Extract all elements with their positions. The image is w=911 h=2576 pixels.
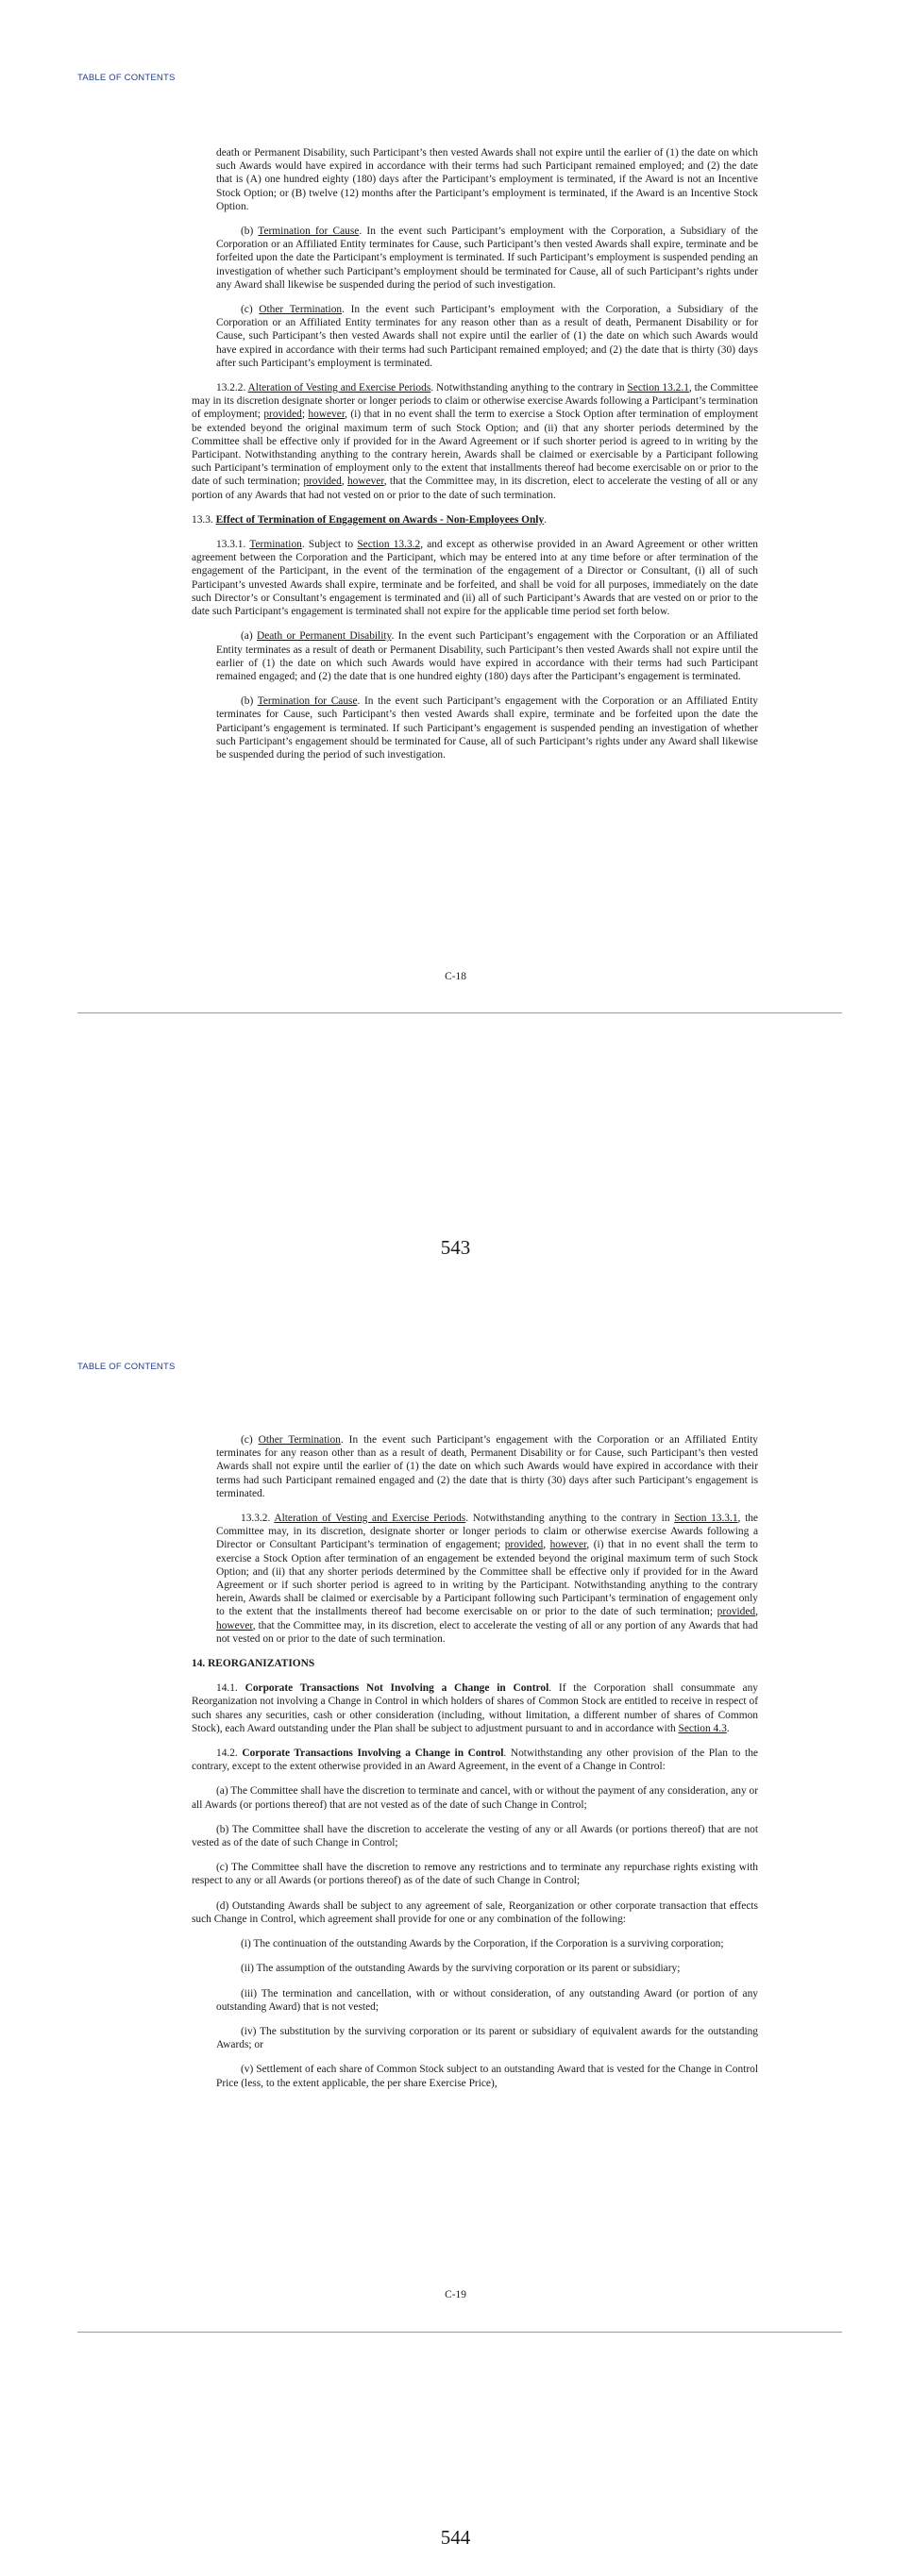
heading-14-reorganizations: 14. REORGANIZATIONS (192, 1658, 315, 1670)
page-folio: 543 (440, 1236, 471, 1259)
section-title: Alteration of Vesting and Exercise Periods (247, 382, 431, 394)
page-c18-body (192, 146, 758, 773)
paragraph-death-disability: (a) Death or Permanent Disability. In the event such Participant’s engagement with the Corporation or an Affiliated Entity terminates as a result of death or Permanent Disability, such Participant’s then vested Awards shall not expire until the earlier of (1) the date on which such Awards would have expired in accordance with their terms had such Participant remained engaged; and (2) the date that is one hundred eighty (180) days after the Participant’s engagement is terminated. (216, 630, 758, 682)
list-item-v: (v) Settlement of each share of Common Stock subject to an outstanding Award that is vested for the Change in Control Price (less, to the extent applicable, the per share Exercise Price), (216, 2064, 758, 2089)
section-title: Corporate Transactions Not Involving a Change in Control (245, 1682, 549, 1695)
section-title: Termination (249, 539, 302, 551)
paragraph-13-3-2: 13.3.2. Alteration of Vesting and Exercise Periods. Notwithstanding anything to the contrary in Section 13.3.1, the Committee may, in its discretion, designate shorter or longer periods to claim or otherwise exercise Awards following a Director or Consultant Participant’s termination of engagement; provided, however, (i) that in no event shall the term to exercise a Stock Option after termination of an engagement be extended beyond the original maximum term of such Stock Option; and (ii) that any shorter periods determined by the Committee shall be effective only if provided for in the Award Agreement or if such shorter period is agreed to in writing by the Participant. Notwithstanding anything to the contrary herein, Awards shall be claimed or exercisable by a Participant following such Participant’s termination of engagement only to the extent that the installments thereof had become exercisable on or prior to the date of such termination; provided, however, that the Committee may, in its discretion, elect to accelerate the vesting of all or any portion of any Awards that had not vested on or prior to the date of such termination. (216, 1513, 758, 1645)
section-title: Death or Permanent Disability (256, 630, 392, 643)
list-item-a: (a) The Committee shall have the discretion to terminate and cancel, with or without the payment of any consideration, any or all Awards (or portions thereof) that are not vested as of the date of such Change in Control; (192, 1785, 758, 1811)
section-title: Termination for Cause (257, 695, 358, 708)
paragraph-13-2-2: 13.2.2. Alteration of Vesting and Exercise Periods. Notwithstanding anything to the contrary in Section 13.2.1, the Committee may in its discretion designate shorter or longer periods to claim or otherwise exercise Awards following a Participant’s termination of employment; provided; however, (i) that in no event shall the term to exercise a Stock Option after termination of employment be extended beyond the original maximum term of such Stock Option; and (ii) that any shorter periods determined by the Committee shall be effective only if provided for in the Award Agreement or if such shorter period is agreed to in writing by the Participant. Notwithstanding anything to the contrary herein, Awards shall be claimed or exercisable by a Participant following such Participant’s termination of employment only to the extent that installments thereof had become exercisable on or prior to the date of such termination; provided, however, that the Committee may, in its discretion, elect to accelerate the vesting of all or any portion of any Awards that had not vested on or prior to the date of such termination. (192, 382, 758, 501)
list-item-iii: (iii) The termination and cancellation, with or without consideration, of any outstanding Award (or portion of any outstanding Award) that is not vested; (216, 1987, 758, 2013)
list-item-i: (i) The continuation of the outstanding Awards by the Corporation, if the Corporation is a surviving corporation; (241, 1938, 724, 1950)
page-c19-body (192, 1433, 758, 2101)
heading-13-3: 13.3. Effect of Termination of Engagement on Awards - Non-Employees Only. (192, 513, 548, 526)
paragraph-14-2: 14.2. Corporate Transactions Involving a Change in Control. Notwithstanding any other provision of the Plan to the contrary, except to the extent otherwise provided in an Award Agreement, in the event of a Change in Control: (192, 1748, 758, 1773)
section-title: Corporate Transactions Involving a Change in Control (242, 1748, 504, 1760)
list-item-iv: (iv) The substitution by the surviving corporation or its parent or subsidiary of equivalent awards for the outstanding Awards; or (216, 2025, 758, 2051)
list-item-b: (b) The Committee shall have the discretion to accelerate the vesting of any or all Awards (or portions thereof) that are not vested as of the date of such Change in Control; (192, 1823, 758, 1849)
page-label: C-18 (445, 971, 466, 982)
page-folio: 544 (440, 2526, 471, 2549)
paragraph-termination-for-cause: (b) Termination for Cause. In the event such Participant’s employment with the Corporation, a Subsidiary of the Corporation or an Affiliated Entity terminates for Cause, such Participant’s then vested Awards shall expire, terminate and be forfeited upon the date the Participant’s employment is terminated. If such Participant’s employment is suspended pending an investigation of whether such Participant’s employment should be terminated for Cause, all of such Participant’s rights under any Award shall likewise be suspended during the period of such investigation. (216, 226, 758, 291)
table-of-contents-link[interactable]: TABLE OF CONTENTS (77, 73, 176, 83)
page-label: C-19 (445, 2289, 466, 2300)
section-reference-link[interactable]: Section 13.3.1 (674, 1513, 738, 1525)
section-title: Other Termination (259, 304, 343, 316)
section-reference-link[interactable]: Section 13.3.2 (357, 539, 421, 551)
paragraph-other-termination: (c) Other Termination. In the event such Participant’s employment with the Corporation, a Subsidiary of the Corporation or an Affiliated Entity terminates for any reason other than as a result of death, Permanent Disability or for Cause, such Participant’s then vested Awards shall not expire until the earlier of (1) the date on which such Awards would have expired in accordance with their terms had such Participant remained employed; and (2) the date that is thirty (30) days after such Participant’s employment is terminated. (216, 304, 758, 369)
paragraph-termination-for-cause-engagement: (b) Termination for Cause. In the event such Participant’s engagement with the Corporation or an Affiliated Entity terminates for Cause, such Participant’s then vested Awards shall expire, terminate and be forfeited upon the date the Participant’s engagement is terminated. If such Participant’s engagement is suspended pending an investigation of whether such Participant’s engagement should be terminated for Cause, all of such Participant’s rights under any Award shall likewise be suspended during the period of such investigation. (216, 695, 758, 761)
section-title: Effect of Termination of Engagement on Awards - Non-Employees Only (215, 513, 545, 526)
paragraph-death-disability-cont: death or Permanent Disability, such Participant’s then vested Awards shall not expire until the earlier of (1) the date on which such Awards would have expired in accordance with their terms had such Participant remained employed; and (2) the date that is (A) one hundred eighty (180) days after the Participant’s employment is terminated, if the Award is not an Incentive Stock Option; or (B) twelve (12) months after the Participant’s employment is terminated, if the Award is an Incentive Stock Option. (216, 147, 758, 212)
paragraph-14-1: 14.1. Corporate Transactions Not Involving a Change in Control. If the Corporation shall consummate any Reorganization not involving a Change in Control in which holders of shares of Common Stock are entitled to receive in respect of such shares any securities, cash or other consideration (including, without limitation, a different number of shares of Common Stock), each Award outstanding under the Plan shall be subject to adjustment pursuant to and in accordance with Section 4.3. (192, 1682, 758, 1734)
paragraph-other-termination-engagement: (c) Other Termination. In the event such Participant’s engagement with the Corporation or an Affiliated Entity terminates for any reason other than as a result of death, Permanent Disability or for Cause, such Participant’s then vested Awards shall not expire until the earlier of (1) the date on which such Awards would have expired in accordance with their terms had such Participant remained engaged and (2) the date that is thirty (30) days after such Participant’s engagement is terminated. (216, 1434, 758, 1499)
paragraph-13-3-1: 13.3.1. Termination. Subject to Section 13.3.2, and except as otherwise provided in an Award Agreement or other written agreement between the Corporation and the Participant, which may be entered into at any time before or after termination of the engagement of the Participant, in the event of the termination of the engagement of a Director or Consultant, (i) all of such Participant’s unvested Awards shall expire, terminate and be forfeited, and shall be void for all purposes, immediately on the date such Director’s or Consultant’s engagement is terminated and (ii) all of such Participant’s Awards that are vested on or prior to the date such Participant’s engagement is terminated shall not expire for the applicable time period set forth below. (192, 539, 759, 618)
list-item-ii: (ii) The assumption of the outstanding Awards by the surviving corporation or its parent or subsidiary; (241, 1963, 681, 1975)
section-reference-link[interactable]: Section 4.3 (678, 1722, 727, 1734)
section-title: Termination for Cause (258, 226, 360, 238)
page-divider (77, 2332, 842, 2333)
list-item-c: (c) The Committee shall have the discretion to remove any restrictions and to terminate any repurchase rights existing with respect to any or all Awards (or portions thereof) as of the date of such Change in Control; (192, 1862, 758, 1887)
page-divider (77, 1012, 842, 1013)
section-title: Other Termination (258, 1434, 341, 1446)
table-of-contents-link[interactable]: TABLE OF CONTENTS (77, 1362, 176, 1372)
section-reference-link[interactable]: Section 13.2.1 (627, 382, 689, 394)
list-item-d: (d) Outstanding Awards shall be subject to any agreement of sale, Reorganization or other corporate transaction that effects such Change in Control, which agreement shall provide for one or any combination of the following: (192, 1899, 758, 1925)
section-title: Alteration of Vesting and Exercise Periods (274, 1513, 466, 1525)
